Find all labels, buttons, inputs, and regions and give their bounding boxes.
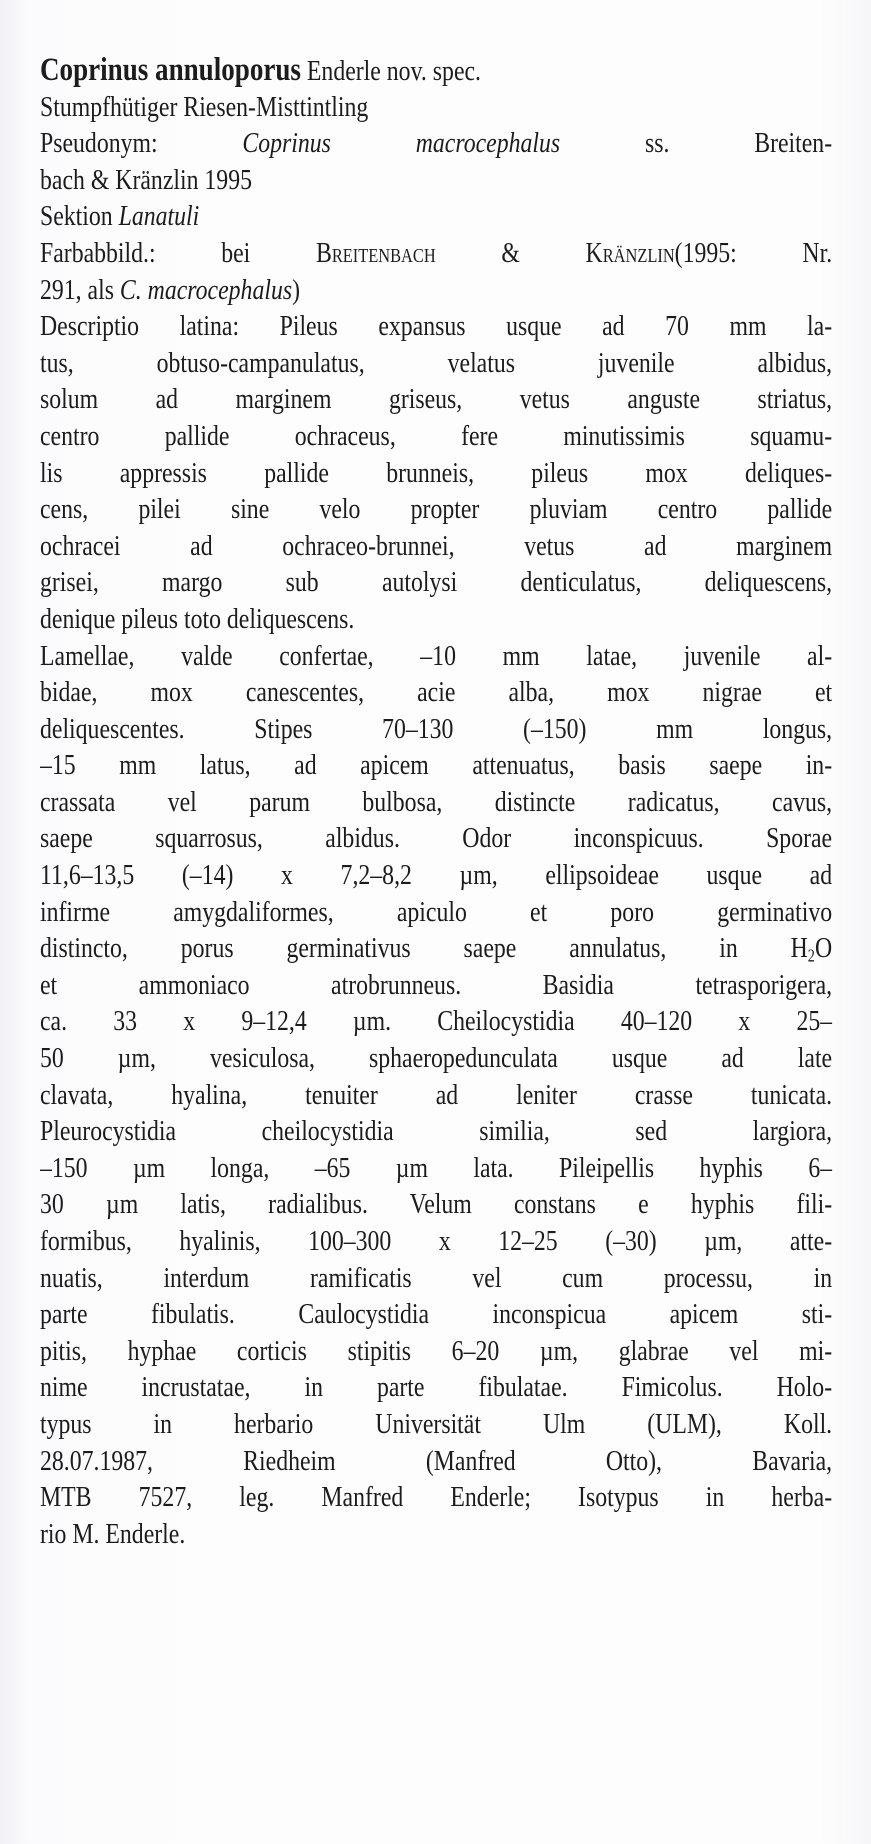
color-image-taxon: C. macrocephalus [119, 273, 293, 306]
description-line: parte fibulatis. Caulocystidia inconspicua apicem sti- [40, 1298, 833, 1331]
description-line: saepe squarrosus, albidus. Odor inconspicuus. Sporae [40, 822, 833, 855]
color-image-ref: (1995: Nr. [674, 236, 833, 269]
description-line: nime incrustatae, in parte fibulatae. Fimicolus. Holo- [40, 1371, 833, 1404]
description-line: ca. 33 x 9–12,4 µm. Cheilocystidia 40–120 x 25– [40, 1005, 833, 1038]
species-heading [40, 52, 832, 89]
color-image-close: ) [292, 273, 301, 306]
section-label: Sektion [40, 200, 113, 233]
description-line: formibus, hyalinis, 100–300 x 12–25 (–30) µm, atte- [40, 1225, 833, 1257]
description-line: crassata vel parum bulbosa, distincte radicatus, cavus, [40, 785, 833, 818]
description-line: solum ad marginem griseus, vetus anguste striatus, [40, 383, 833, 416]
common-name: Stumpfhütiger Riesen-Misttintling [40, 90, 369, 123]
pseudonym-reference-cont: bach & Kränzlin 1995 [40, 163, 252, 196]
color-image-line [40, 235, 832, 272]
description-line: Pleurocystidia cheilocystidia similia, sed largiora, [40, 1115, 833, 1148]
description-line: tus, obtuso-campanulatus, velatus juvenile albidus, [40, 346, 833, 379]
description-line: 30 µm latis, radialibus. Velum constans e hyphis fili- [40, 1188, 833, 1221]
species-name: Coprinus annuloporus [40, 52, 301, 88]
pseudonym-reference: ss. Breiten- [644, 127, 833, 160]
description-line: denique pileus toto deliquescens. [40, 602, 355, 635]
section-name: Lanatuli [118, 200, 200, 233]
description-line: grisei, margo sub autolysi denticulatus, deliquescens, [40, 566, 833, 599]
section-line [40, 198, 832, 235]
description-line: infirme amygdaliformes, apiculo et poro germinativo [40, 895, 833, 928]
pseudonym-name: Coprinus macrocephalus [242, 127, 561, 160]
description-line: deliquescentes. Stipes 70–130 (–150) mm longus, [40, 712, 833, 745]
description-line: Lamellae, valde confertae, –10 mm latae, juvenile al- [40, 639, 833, 672]
subscript: 2 [807, 945, 815, 966]
description-line: 50 µm, vesiculosa, sphaeropedunculata usque ad late [40, 1042, 833, 1075]
description-line: –150 µm longa, –65 µm lata. Pileipellis hyphis 6– [40, 1151, 833, 1184]
description-line: ochracei ad ochraceo-brunnei, vetus ad marginem [40, 529, 833, 562]
description-line: cens, pilei sine velo propter pluviam centro pallide [40, 493, 833, 526]
description-line: MTB 7527, leg. Manfred Enderle; Isotypus in herba- [40, 1481, 833, 1514]
color-image-number: 291, als [40, 273, 114, 306]
species-description [40, 52, 833, 1552]
description-line: centro pallide ochraceus, fere minutissimis squamu- [40, 419, 833, 452]
pseudonym-line [40, 125, 832, 162]
latin-description [40, 308, 833, 1552]
description-line: Descriptio latina: Pileus expansus usque ad 70 mm la- [40, 310, 833, 343]
color-image-label: Farbabbild.: bei [40, 236, 251, 269]
description-line [40, 930, 832, 967]
description-line: pitis, hyphae corticis stipitis 6–20 µm, glabrae vel mi- [40, 1334, 833, 1367]
description-line: 11,6–13,5 (–14) x 7,2–8,2 µm, ellipsoideae usque ad [40, 859, 833, 892]
description-line: nuatis, interdum ramificatis vel cum processu, in [40, 1261, 833, 1294]
description-line: –15 mm latus, ad apicem attenuatus, basis saepe in- [40, 749, 833, 782]
color-image-author-1: Breitenbach [315, 236, 436, 269]
color-image-amp: & [501, 236, 520, 269]
description-text: distincto, porus germinativus saepe annulatus, in H [40, 932, 808, 965]
pseudonym-label: Pseudonym: [40, 127, 158, 160]
species-authority: Enderle nov. spec. [306, 55, 482, 87]
description-line: et ammoniaco atrobrunneus. Basidia tetrasporigera, [40, 968, 833, 1001]
color-image-line-2 [40, 272, 832, 309]
description-line: 28.07.1987, Riedheim (Manfred Otto), Bavaria, [40, 1444, 833, 1477]
description-text: O [814, 932, 833, 965]
description-line: lis appressis pallide brunneis, pileus mox deliques- [40, 456, 833, 489]
color-image-author-2: Kränzlin [585, 236, 675, 269]
description-line: typus in herbario Universität Ulm (ULM), Koll. [40, 1407, 833, 1440]
description-line: rio M. Enderle. [40, 1517, 186, 1550]
description-line: clavata, hyalina, tenuiter ad leniter crasse tunicata. [40, 1078, 833, 1111]
description-line: bidae, mox canescentes, acie alba, mox nigrae et [40, 676, 833, 709]
